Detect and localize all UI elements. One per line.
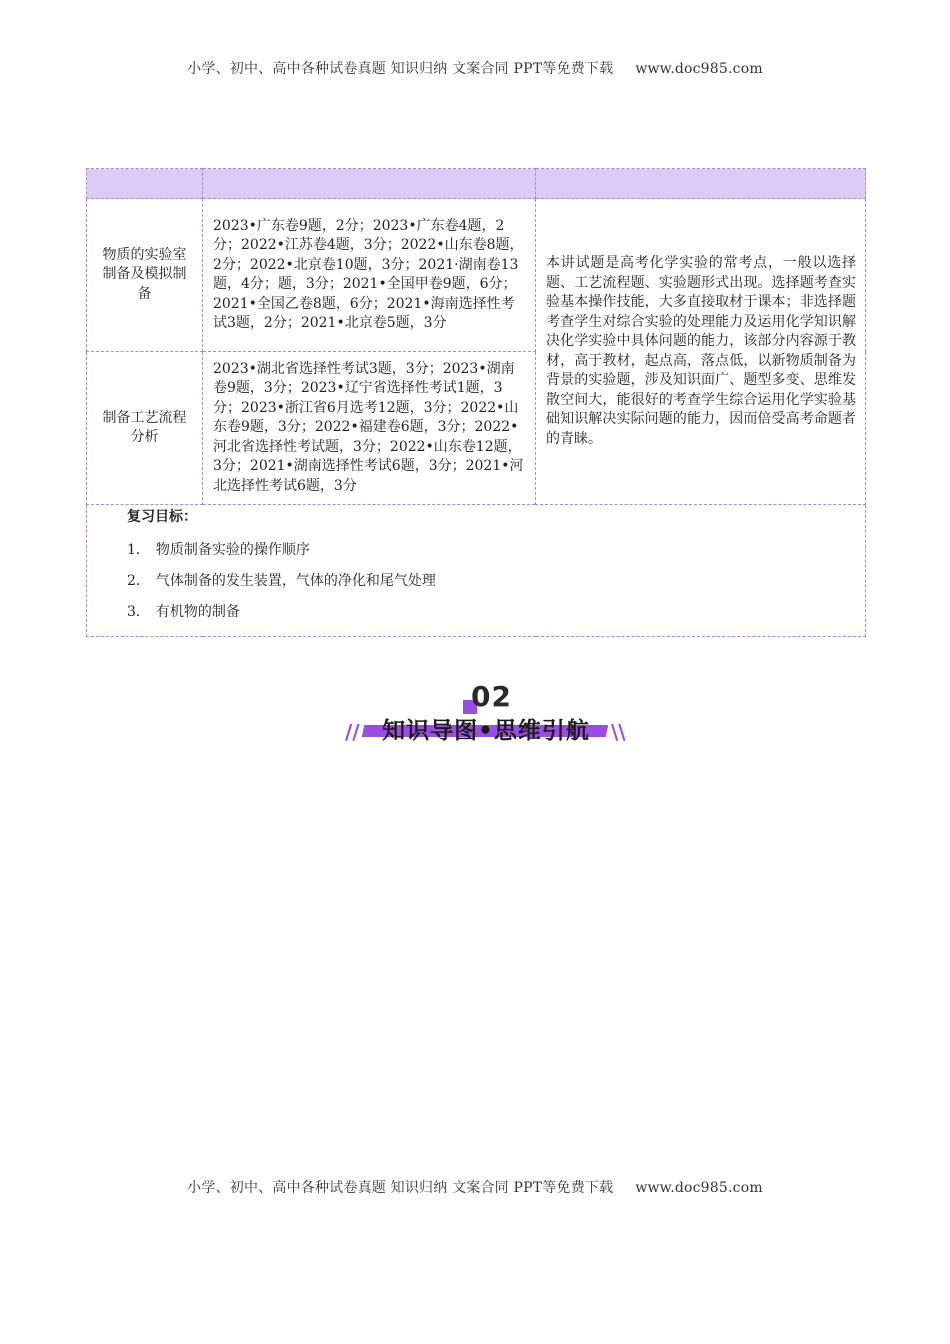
goal-text: 物质制备实验的操作顺序 [155, 541, 310, 558]
header-cell [536, 169, 866, 199]
section-number: 02 [471, 680, 512, 713]
table-row [87, 199, 866, 352]
header-url[interactable]: www.doc985.com [635, 61, 763, 77]
header-text: 小学、初中、高中各种试卷真题 知识归纳 文案合同 PPT等免费下载 [187, 61, 614, 77]
goal-item [127, 597, 845, 628]
exams-cell: 2023•广东卷9题，2分；2023•广东卷4题，2分；2022•江苏卷4题，3分；2022•山东卷8题，2分；2022•北京卷10题，3分；2021·湖南卷13题，4分；题，3分；2021•全国甲卷9题，6分；2021•全国乙卷8题，6分；2021•海南选择性考试3题，2分；2021•北京卷5题，3分 [203, 199, 536, 352]
section-heading [345, 682, 625, 754]
goal-text: 有机物的制备 [155, 603, 240, 620]
header-cell [203, 169, 536, 199]
table-header-row [87, 169, 866, 199]
topic-cell: 制备工艺流程分析 [87, 352, 203, 505]
page-footer [0, 1177, 950, 1197]
footer-text: 小学、初中、高中各种试卷真题 知识归纳 文案合同 PPT等免费下载 [187, 1180, 614, 1196]
section-title: 知识导图•思维引航 [382, 718, 590, 744]
goal-text: 气体制备的发生装置，气体的净化和尾气处理 [155, 572, 436, 589]
topic-cell: 物质的实验室制备及模拟制备 [87, 199, 203, 352]
goals-title: 复习目标： [127, 509, 197, 525]
description-cell: 本讲试题是高考化学实验的常考点，一般以选择题、工艺流程题、实验题形式出现。选择题考查实验基本操作技能，大多直接取材于课本；非选择题考查学生对综合实验的处理能力及运用化学知识解决化学实验中具体问题的能力，该部分内容源于教材，高于教材，起点高，落点低，以新物质制备为背景的实验题，涉及知识面广、题型多变、思维发散空间大，能很好的考查学生综合运用化学实验基础知识解决实际问题的能力，因而倍受高考命题者的青睐。 [536, 199, 866, 505]
goal-number: 1． [127, 541, 150, 558]
goal-item [127, 566, 845, 597]
left-slash-mark: // [345, 720, 360, 744]
exam-analysis-table [86, 168, 866, 637]
goals-row [87, 505, 866, 637]
page-header [0, 58, 950, 78]
goal-number: 2． [127, 572, 150, 589]
exams-cell: 2023•湖北省选择性考试3题，3分；2023•湖南卷9题，3分；2023•辽宁省选择性考试1题，3分；2023•浙江省6月选考12题，3分；2022•山东卷9题，3分；2022•福建卷6题，3分；2022•河北省选择性考试题，3分；2022•山东卷12题，3分；2021•湖南选择性考试6题，3分；2021•河北选择性考试6题，3分 [203, 352, 536, 505]
header-cell [87, 169, 203, 199]
footer-url[interactable]: www.doc985.com [635, 1180, 763, 1196]
goal-item [127, 535, 845, 566]
right-slash-mark: \\ [611, 720, 626, 744]
goal-number: 3． [127, 603, 150, 620]
review-goals-cell [87, 505, 866, 637]
